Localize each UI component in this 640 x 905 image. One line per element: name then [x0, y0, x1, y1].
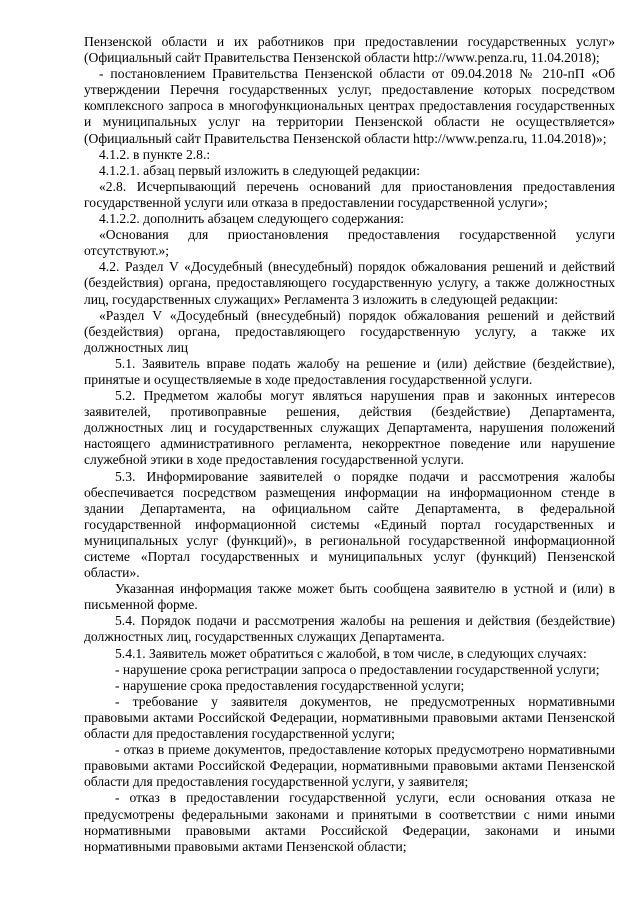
paragraph: 4.1.2.1. абзац первый изложить в следующей редакции:: [99, 162, 420, 178]
paragraph: - отказ в предоставлении государственной услуги, если основания отказа не предусмотрены федеральными законами и принятыми в соответствии с ними иными нормативными правовыми актами Российской Федерации, законами и иными нормативными правовыми актами Пензенской области;: [84, 790, 615, 854]
paragraph: - нарушение срока регистрации запроса о предоставлении государственной услуги;: [115, 661, 600, 677]
paragraph: 5.4.1. Заявитель может обратиться с жалобой, в том числе, в следующих случаях:: [115, 645, 587, 661]
paragraph: 5.3. Информирование заявителей о порядке подачи и рассмотрения жалобы обеспечивается посредством размещения информации на информационном стенде в здании Департамента, на официальном сайте Департамента, в федеральной государственной информационной системы «Единый портал государственных и муниципальных услуг (функций)», в региональной государственной информационной системе «Портал государственных и муниципальных услуг (функций) Пензенской области».: [84, 468, 615, 581]
paragraph: 5.2. Предметом жалобы могут являться нарушения прав и законных интересов заявителей, противоправные решения, действия (бездействие) Департамента, должностных лиц и государственных служащих Департамента, нарушения положений настоящего административного регламента, некорректное поведение или нарушение служебной этики в ходе предоставления государственной услуги.: [84, 388, 615, 468]
paragraph: - нарушение срока предоставления государственной услуги;: [115, 677, 465, 693]
paragraph: Указанная информация также может быть сообщена заявителю в устной и (или) в письменной форме.: [84, 581, 615, 613]
paragraph: - постановлением Правительства Пензенской области от 09.04.2018 № 210-пП «Об утверждении Перечня государственных услуг, предоставление которых посредством комплексного запроса в многофункциональных центрах предоставления государственных и муниципальных услуг на территории Пензенской области не осуществляется» (Официальный сайт Правительства Пензенской области http://www.penza.ru, 11.04.2018)»;: [84, 66, 615, 146]
paragraph: 4.2. Раздел V «Досудебный (внесудебный) порядок обжалования решений и действий (бездействия) органа, предоставляющего государственную услугу, а также должностных лиц, государственных служащих» Регламента 3 изложить в следующей редакции:: [84, 259, 615, 307]
document-page: [84, 34, 615, 855]
paragraph: Пензенской области и их работников при предоставлении государственных услуг» (Официальный сайт Правительства Пензенской области http://www.penza.ru, 11.04.2018);: [84, 34, 615, 66]
paragraph: «2.8. Исчерпывающий перечень оснований для приостановления предоставления государственной услуги или отказа в предоставлении государственной услуги»;: [84, 178, 615, 210]
paragraph: 4.1.2. в пункте 2.8.:: [99, 146, 211, 162]
paragraph: «Раздел V «Досудебный (внесудебный) порядок обжалования решений и действий (бездействия) органа, предоставляющего государственную услугу, а также их должностных лиц: [84, 307, 615, 355]
paragraph: - требование у заявителя документов, не предусмотренных нормативными правовыми актами Российской Федерации, нормативными правовыми актами Пензенской области для предоставления государственной услуги;: [84, 693, 615, 742]
paragraph: 5.4. Порядок подачи и рассмотрения жалобы на решения и действия (бездействие) должностных лиц, государственных служащих Департамента.: [84, 613, 615, 645]
paragraph: 5.1. Заявитель вправе подать жалобу на решение и (или) действие (бездействие), принятые и осуществляемые в ходе предоставления государственной услуги.: [84, 355, 615, 387]
paragraph: - отказ в приеме документов, предоставление которых предусмотрено нормативными правовыми актами Российской Федерации, нормативными правовыми актами Пензенской области для предоставления государственной услуги, у заявителя;: [84, 742, 615, 790]
paragraph: 4.1.2.2. дополнить абзацем следующего содержания:: [99, 211, 404, 227]
paragraph: «Основания для приостановления предоставления государственной услуги отсутствуют.»;: [84, 227, 615, 259]
